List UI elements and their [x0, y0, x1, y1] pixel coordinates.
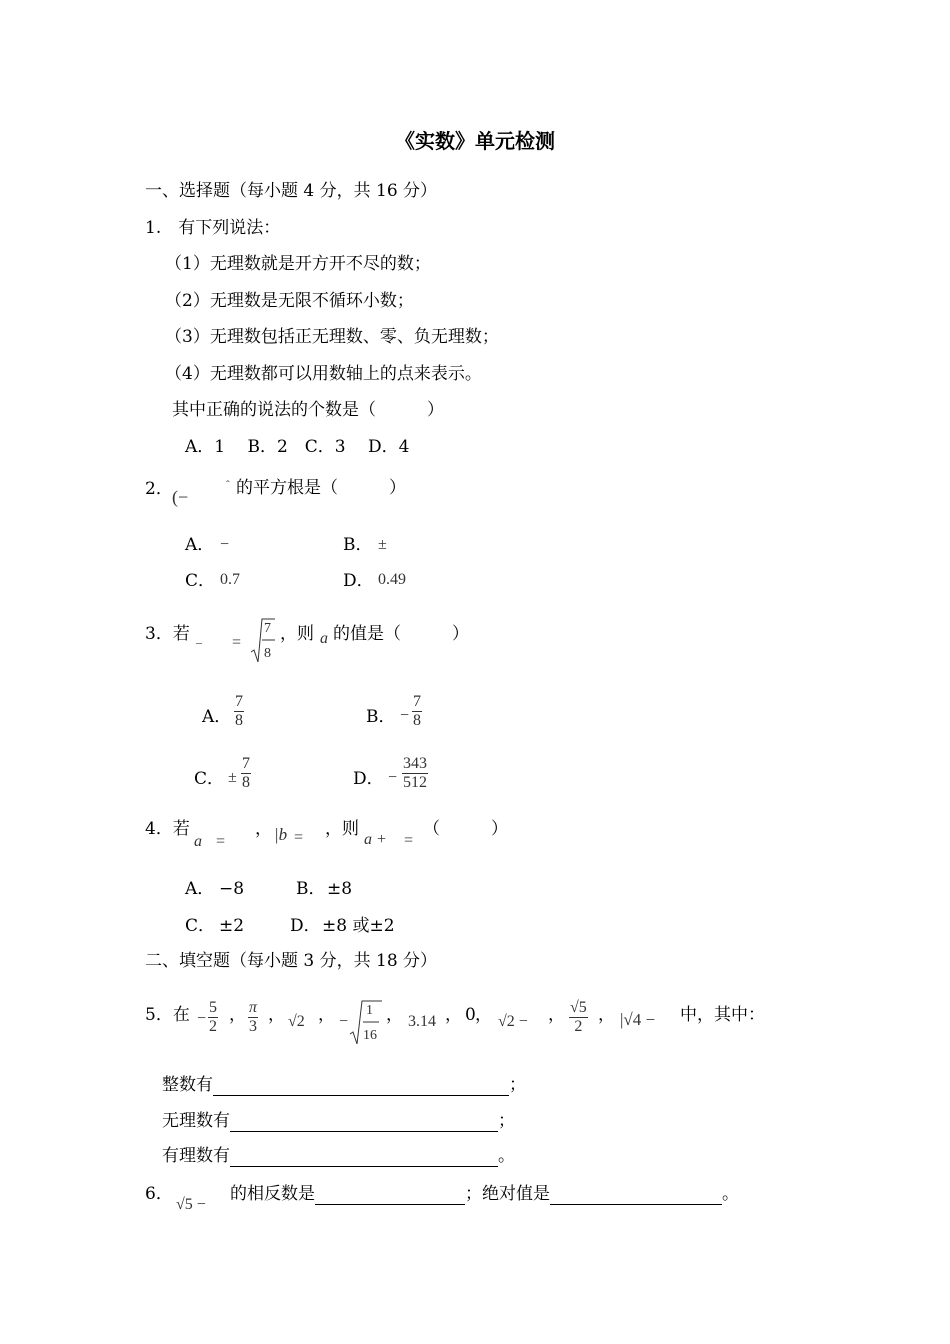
q1-question: 其中正确的说法的个数是（ ）: [172, 400, 444, 420]
denominator: 512: [403, 774, 427, 791]
q4-option-a-value: −8: [219, 879, 245, 899]
q3-equals: =: [232, 634, 242, 651]
q4-stem: （ ）: [423, 819, 508, 839]
q5-sep-1: ，: [229, 1005, 246, 1025]
irrationals-text: 无理数有: [162, 1111, 230, 1131]
rationals-blank[interactable]: [230, 1148, 498, 1167]
q1-statement-3: （3）无理数包括正无理数、零、负无理数；: [165, 327, 499, 347]
q4-expr-b: |b: [274, 825, 288, 844]
q3-stem: 的值是（ ）: [333, 624, 469, 644]
q5-fraction-sqrt5-2: [569, 999, 588, 1036]
q3-radical: [250, 616, 276, 664]
q1-statement-2: （2）无理数是无限不循环小数；: [165, 291, 414, 311]
q4-number: 4．若: [145, 819, 190, 839]
numerator: 343: [403, 755, 427, 772]
q2-option-d-value: 0.49: [378, 571, 406, 588]
q2-option-a-label: A．: [185, 535, 215, 555]
q5-f1-sign: −: [197, 1010, 207, 1027]
q6-expression: √5 −: [176, 1196, 206, 1213]
numerator: 7: [242, 755, 250, 772]
q5-sep-7: ，: [548, 1005, 565, 1025]
q4-option-b-value: ±8: [327, 879, 353, 899]
q1-stem: 1. 有下列说法：: [145, 218, 281, 238]
q3-option-b-sign: −: [400, 707, 410, 724]
q2-stem: 的平方根是（ ）: [236, 478, 406, 498]
q3-option-d-label: D．: [353, 769, 384, 789]
q6-opposite-blank[interactable]: [315, 1186, 465, 1205]
q5-radical-1-16: [349, 998, 383, 1046]
q4-equals-1: =: [216, 833, 226, 850]
numerator: 7: [235, 693, 243, 710]
q4-option-c-value: ±2: [219, 916, 245, 936]
q2-expression-tail: ˆ: [226, 479, 230, 491]
q4-comma: ，: [255, 819, 272, 839]
rationals-end: 。: [498, 1146, 515, 1166]
integers-text: 整数有: [162, 1075, 213, 1095]
q5-sep-3: ，: [318, 1005, 335, 1025]
q5-sqrt-2: √2: [288, 1013, 305, 1030]
q3-number: 3．若: [145, 624, 190, 644]
q5-abs-sqrt4-minus: |√4 −: [620, 1010, 656, 1029]
q6-stem: [230, 1183, 739, 1205]
q4-expr-sum: a +: [364, 831, 387, 848]
integers-end: ；: [509, 1075, 526, 1095]
denominator: 2: [209, 1018, 217, 1035]
q2-option-c-label: C．: [185, 571, 216, 591]
q3-option-c-label: C．: [194, 769, 225, 789]
q5-integers-label: [162, 1074, 526, 1096]
denominator: 2: [574, 1018, 583, 1035]
denominator: 8: [242, 774, 250, 791]
radical-sign-icon: [250, 616, 276, 664]
q2-option-a-value: −: [220, 536, 230, 553]
q1-options: A．1 B．2 C．3 D．4: [185, 437, 410, 457]
q3-option-b-label: B．: [366, 707, 396, 727]
q2-option-c-value: 0.7: [220, 571, 240, 588]
q4-then: ，则: [325, 819, 359, 839]
q2-expression: (−: [172, 487, 189, 507]
q5-rationals-label: [162, 1145, 515, 1167]
q3-lhs: _: [196, 631, 202, 645]
q4-option-b-label: B．: [296, 879, 326, 899]
q5-zero: 0: [465, 1005, 476, 1025]
numerator: 7: [413, 693, 421, 710]
q2-option-b-label: B．: [343, 535, 373, 555]
denominator: 8: [413, 712, 421, 729]
q5-sep-2: ，: [268, 1005, 285, 1025]
q3-option-a-fraction: [234, 693, 244, 730]
q6-number: 6．: [145, 1184, 173, 1204]
q4-option-d-value: ±8 或±2: [322, 916, 395, 936]
q6-absolute-blank[interactable]: [550, 1186, 722, 1205]
rationals-text: 有理数有: [162, 1146, 230, 1166]
q6-absolute-text: ；绝对值是: [465, 1184, 550, 1204]
q5-r16-sign: −: [339, 1013, 349, 1030]
q5-irrationals-label: [162, 1110, 515, 1132]
q2-number: 2．: [145, 479, 173, 499]
q3-option-a-label: A．: [202, 707, 232, 727]
q3-option-b-fraction: [412, 693, 422, 730]
q5-sep-4: ，: [386, 1005, 403, 1025]
denominator: 8: [235, 712, 243, 729]
q4-expr-a: a: [194, 833, 202, 850]
q4-equals-3: =: [404, 832, 414, 849]
numerator: 1: [366, 1003, 373, 1018]
q6-opposite-text: 的相反数是: [230, 1184, 315, 1204]
numerator: √5: [570, 999, 587, 1016]
q2-option-d-label: D．: [343, 571, 374, 591]
q2-option-b-value: ±: [378, 536, 387, 553]
page-title: 《实数》单元检测: [395, 129, 555, 153]
section-2-heading: 二、填空题（每小题 3 分，共 18 分）: [145, 951, 438, 971]
q3-option-c-fraction: [241, 755, 251, 792]
q5-tail: 中，其中：: [680, 1005, 765, 1025]
irrationals-end: ；: [498, 1111, 515, 1131]
q5-value-3-14: 3.14: [408, 1013, 436, 1030]
numerator: 5: [209, 999, 217, 1016]
q3-option-c-sign: ±: [228, 769, 237, 786]
q5-sep-6: ，: [475, 1005, 492, 1025]
q3-radical-denominator: 8: [264, 646, 271, 661]
q3-option-d-fraction: [402, 755, 428, 792]
q3-variable-a: a: [320, 630, 328, 647]
q5-number: 5．在: [145, 1005, 190, 1025]
q5-sep-5: ，: [445, 1005, 462, 1025]
section-1-heading: 一、选择题（每小题 4 分，共 16 分）: [145, 181, 438, 201]
q4-equals-2: =: [294, 829, 304, 846]
q3-option-d-sign: −: [388, 769, 398, 786]
q4-option-d-label: D．: [290, 916, 321, 936]
q5-fraction-pi-3: [248, 999, 258, 1036]
q1-statement-4: （4）无理数都可以用数轴上的点来表示。: [165, 364, 482, 384]
q3-then: ，则: [280, 624, 314, 644]
q5-sep-8: ，: [598, 1005, 615, 1025]
irrationals-blank[interactable]: [230, 1113, 498, 1132]
denominator: 3: [249, 1018, 257, 1035]
q6-end: 。: [722, 1184, 739, 1204]
integers-blank[interactable]: [213, 1077, 509, 1096]
denominator: 16: [363, 1028, 377, 1043]
q1-statement-1: （1）无理数就是开方开不尽的数；: [165, 254, 431, 274]
q3-radical-numerator: 7: [264, 621, 271, 636]
numerator: π: [249, 999, 258, 1016]
q4-option-c-label: C．: [185, 916, 216, 936]
q5-sqrt-2-minus: √2 −: [498, 1013, 528, 1030]
q5-fraction-neg-5-2: [208, 999, 218, 1036]
q4-option-a-label: A．: [185, 879, 215, 899]
